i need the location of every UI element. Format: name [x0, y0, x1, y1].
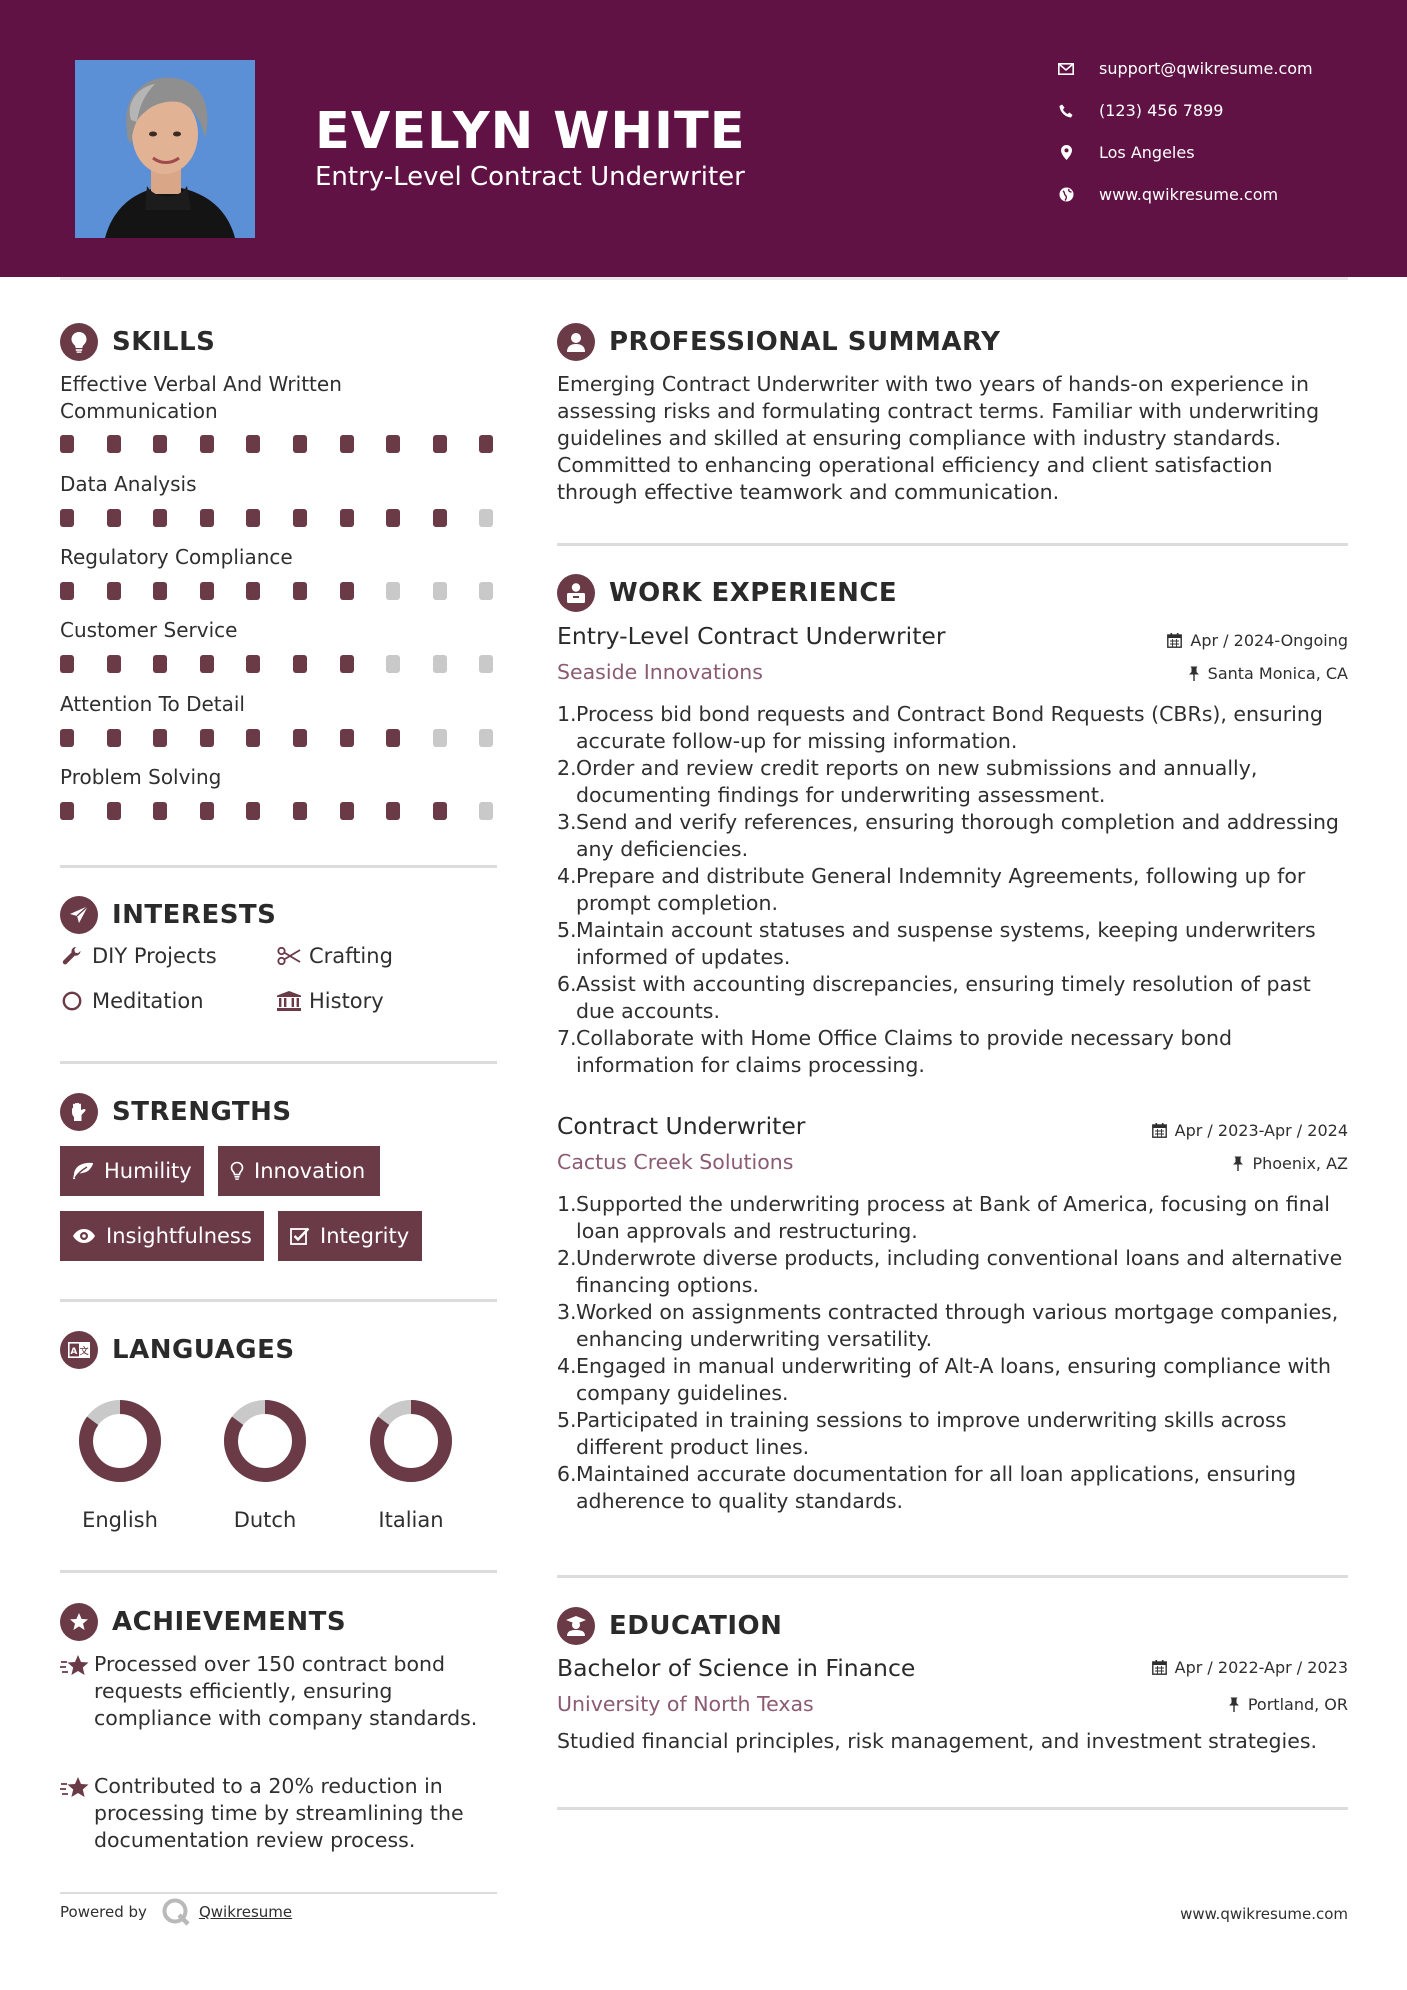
language-proficiency-ring [366, 1396, 456, 1486]
scissors-icon [277, 947, 301, 965]
user-icon [557, 323, 595, 361]
rating-dot-filled [200, 582, 214, 600]
skill-rating [60, 802, 526, 820]
job-bullets [557, 701, 1347, 1079]
qwikresume-logo-icon [161, 1897, 191, 1927]
section-divider [557, 1575, 1348, 1578]
star-icon [60, 1773, 94, 1854]
calendar-icon [1152, 1123, 1167, 1138]
rating-dot-filled [433, 435, 447, 453]
strength-label: Integrity [320, 1224, 410, 1248]
bullet-text: Send and verify references, ensuring thorough completion and addressing any deficiencies. [576, 810, 1339, 861]
rating-dot-filled [107, 655, 121, 673]
skill-name: Customer Service [60, 618, 238, 642]
rating-dot-filled [246, 729, 260, 747]
bullet-text: Underwrote diverse products, including conventional loans and alternative financing options. [576, 1246, 1343, 1297]
rating-dot-filled [340, 655, 354, 673]
section-divider [557, 543, 1348, 546]
bullet-number: 4. [557, 1354, 577, 1378]
interest-item [277, 944, 393, 968]
skill-name: Effective Verbal And Written Communication [60, 372, 342, 423]
rating-dot-filled [60, 655, 74, 673]
checkbox-icon [290, 1227, 310, 1245]
rating-dot-filled [60, 802, 74, 820]
bullet-text: Collaborate with Home Office Claims to provide necessary bond information for claims processing. [576, 1026, 1233, 1077]
language-name: Italian [378, 1508, 444, 1532]
candidate-title: Entry-Level Contract Underwriter [315, 162, 745, 192]
rating-dot-empty [386, 655, 400, 673]
rating-dot-filled [200, 509, 214, 527]
skill-name: Problem Solving [60, 765, 222, 789]
achievement-text: Contributed to a 20% reduction in processing time by streamlining the documentation review process. [94, 1774, 464, 1852]
bullet-text: Supported the underwriting process at Bank of America, focusing on final loan approvals and restructuring. [576, 1192, 1330, 1243]
rating-dot-filled [246, 655, 260, 673]
pushpin-icon [1188, 666, 1200, 681]
pushpin-icon [1228, 1697, 1240, 1712]
interest-label: Meditation [92, 989, 204, 1013]
rating-dot-filled [246, 509, 260, 527]
job-bullet [557, 971, 1347, 1025]
interest-item [277, 989, 384, 1013]
rating-dot-filled [386, 435, 400, 453]
rating-dot-filled [246, 582, 260, 600]
skill-rating [60, 655, 526, 673]
contact-email[interactable] [1055, 59, 1313, 78]
rating-dot-empty [433, 729, 447, 747]
rating-dot-filled [340, 729, 354, 747]
rating-dot-empty [479, 655, 493, 673]
education-school: University of North Texas [557, 1692, 814, 1716]
job-dates-text: Apr / 2024-Ongoing [1190, 631, 1348, 650]
section-divider [60, 1570, 497, 1573]
language-name: English [82, 1508, 158, 1532]
achievements-heading: ACHIEVEMENTS [112, 1607, 347, 1637]
svg-text:A: A [70, 1347, 78, 1357]
languages-heading: LANGUAGES [112, 1335, 295, 1365]
skill-name: Data Analysis [60, 472, 197, 496]
phone-icon [1055, 104, 1077, 118]
rating-dot-empty [433, 655, 447, 673]
location-pin-icon [1055, 145, 1077, 160]
language-item [200, 1396, 330, 1532]
pushpin-icon [1232, 1156, 1244, 1171]
rating-dot-filled [153, 582, 167, 600]
rating-dot-filled [107, 802, 121, 820]
rating-dot-filled [293, 509, 307, 527]
job-location-text: Santa Monica, CA [1207, 664, 1348, 683]
bullet-text: Maintain account statuses and suspense systems, keeping underwriters informed of updates. [576, 918, 1316, 969]
job-company: Cactus Creek Solutions [557, 1150, 794, 1174]
bullet-number: 1. [557, 1192, 577, 1216]
rating-dot-filled [60, 509, 74, 527]
achievements-section-header [60, 1603, 346, 1641]
bullet-number: 7. [557, 1026, 577, 1050]
skill-rating [60, 582, 526, 600]
job-bullet [557, 1299, 1347, 1353]
interests-heading: INTERESTS [112, 900, 277, 930]
experience-heading: WORK EXPERIENCE [609, 578, 898, 608]
museum-icon [277, 991, 301, 1011]
bullet-number: 2. [557, 756, 577, 780]
contact-website-text: www.qwikresume.com [1099, 185, 1279, 204]
job-bullet [557, 1353, 1347, 1407]
rating-dot-filled [340, 509, 354, 527]
job-bullet [557, 1191, 1347, 1245]
rating-dot-filled [340, 435, 354, 453]
job-bullet [557, 755, 1347, 809]
interest-label: Crafting [309, 944, 393, 968]
bullet-text: Order and review credit reports on new submissions and annually, documenting findings for underwriting assessment. [576, 756, 1258, 807]
language-item [55, 1396, 185, 1532]
job-role: Contract Underwriter [557, 1112, 806, 1140]
wrench-icon [60, 946, 84, 966]
job-bullet [557, 1407, 1347, 1461]
job-bullet [557, 1461, 1347, 1515]
rating-dot-filled [200, 802, 214, 820]
rating-dot-filled [386, 729, 400, 747]
skill-rating [60, 435, 526, 453]
rating-dot-filled [340, 582, 354, 600]
leaf-icon [72, 1162, 94, 1180]
lightbulb-icon [230, 1161, 244, 1181]
rating-dot-filled [293, 802, 307, 820]
job-role: Entry-Level Contract Underwriter [557, 622, 946, 650]
achievement-item [60, 1773, 500, 1854]
rating-dot-filled [433, 802, 447, 820]
bullet-number: 2. [557, 1246, 577, 1270]
language-item [346, 1396, 476, 1532]
rating-dot-filled [293, 655, 307, 673]
star-icon [60, 1651, 94, 1732]
rating-dot-filled [200, 435, 214, 453]
rating-dot-empty [479, 729, 493, 747]
rating-dot-filled [107, 729, 121, 747]
strength-badge [60, 1146, 204, 1196]
bullet-text: Participated in training sessions to improve underwriting skills across different product lines. [576, 1408, 1287, 1459]
job-location-text: Phoenix, AZ [1252, 1154, 1348, 1173]
job-location [1232, 1154, 1348, 1173]
contact-email-text: support@qwikresume.com [1099, 59, 1313, 78]
bullet-text: Maintained accurate documentation for all loan applications, ensuring adherence to quality standards. [576, 1462, 1297, 1513]
job-dates [1152, 1121, 1348, 1140]
achievement-text: Processed over 150 contract bond requests efficiently, ensuring compliance with company standards. [94, 1652, 478, 1730]
bullet-text: Worked on assignments contracted through various mortgage companies, enhancing underwriting versatility. [576, 1300, 1339, 1351]
circle-icon [60, 991, 84, 1011]
skill-name: Regulatory Compliance [60, 545, 293, 569]
summary-section-header [557, 323, 1000, 361]
achievement-item [60, 1651, 500, 1732]
language-proficiency-ring [75, 1396, 165, 1486]
briefcase-user-icon [557, 574, 595, 612]
rating-dot-filled [200, 729, 214, 747]
rating-dot-filled [60, 729, 74, 747]
rating-dot-filled [60, 582, 74, 600]
rating-dot-filled [153, 435, 167, 453]
education-location [1228, 1695, 1348, 1714]
job-bullets [557, 1191, 1347, 1515]
education-heading: EDUCATION [609, 1611, 783, 1641]
calendar-icon [1152, 1660, 1167, 1675]
rating-dot-filled [200, 655, 214, 673]
education-description: Studied financial principles, risk management, and investment strategies. [557, 1729, 1318, 1753]
interest-label: DIY Projects [92, 944, 217, 968]
rating-dot-filled [60, 435, 74, 453]
job-bullet [557, 863, 1347, 917]
eye-icon [72, 1228, 96, 1244]
rating-dot-empty [479, 802, 493, 820]
rating-dot-filled [107, 435, 121, 453]
education-dates [1152, 1658, 1348, 1677]
rating-dot-filled [107, 509, 121, 527]
rating-dot-filled [479, 435, 493, 453]
skills-heading: SKILLS [112, 327, 216, 357]
strength-badge [218, 1146, 380, 1196]
experience-section-header [557, 574, 897, 612]
bullet-number: 6. [557, 972, 577, 996]
skill-rating [60, 729, 526, 747]
strength-label: Innovation [254, 1159, 366, 1183]
language-proficiency-ring [220, 1396, 310, 1486]
rating-dot-filled [153, 729, 167, 747]
contact-location [1055, 143, 1195, 162]
qwikresume-link[interactable]: Qwikresume [198, 1903, 293, 1921]
strength-badge [278, 1211, 422, 1261]
contact-phone[interactable] [1055, 101, 1223, 120]
interest-item [60, 989, 204, 1013]
summary-text: Emerging Contract Underwriter with two years of hands-on experience in assessing risks and formulating contract terms. Familiar with underwriting guidelines and skilled at ensuring compliance with industry standards. Committed to enhancing operational efficiency and client satisfaction through effective teamwork and communication. [557, 372, 1320, 504]
skills-section-header [60, 323, 215, 361]
strength-label: Insightfulness [106, 1224, 252, 1248]
job-dates-text: Apr / 2023-Apr / 2024 [1174, 1121, 1348, 1140]
fist-icon [60, 1093, 98, 1131]
language-icon [60, 1331, 98, 1369]
section-divider [60, 1892, 497, 1894]
rating-dot-filled [246, 435, 260, 453]
rating-dot-filled [293, 435, 307, 453]
bullet-number: 6. [557, 1462, 577, 1486]
strength-badge [60, 1211, 264, 1261]
languages-section-header [60, 1331, 295, 1369]
summary-heading: PROFESSIONAL SUMMARY [609, 327, 1001, 357]
job-bullet [557, 809, 1347, 863]
bullet-text: Assist with accounting discrepancies, ensuring timely resolution of past due accounts. [576, 972, 1311, 1023]
section-divider [60, 1061, 497, 1064]
bullet-number: 1. [557, 702, 577, 726]
bullet-number: 4. [557, 864, 577, 888]
bullet-number: 5. [557, 1408, 577, 1432]
section-divider [557, 1807, 1348, 1810]
header-divider [60, 277, 1348, 280]
job-dates [1167, 631, 1348, 650]
education-dates-text: Apr / 2022-Apr / 2023 [1174, 1658, 1348, 1677]
envelope-icon [1055, 63, 1077, 75]
rating-dot-filled [293, 582, 307, 600]
rating-dot-filled [153, 802, 167, 820]
rating-dot-filled [153, 655, 167, 673]
interests-section-header [60, 896, 276, 934]
rating-dot-empty [386, 582, 400, 600]
job-company: Seaside Innovations [557, 660, 763, 684]
job-bullet [557, 1025, 1347, 1079]
rating-dot-filled [293, 729, 307, 747]
job-bullet [557, 1245, 1347, 1299]
rating-dot-empty [479, 509, 493, 527]
candidate-name: EVELYN WHITE [315, 102, 746, 161]
svg-text:文: 文 [79, 1347, 89, 1357]
powered-by-text: Powered by [60, 1903, 147, 1921]
section-divider [60, 1299, 497, 1302]
footer-powered-by [60, 1897, 292, 1927]
rating-dot-filled [153, 509, 167, 527]
rating-dot-filled [107, 582, 121, 600]
bullet-number: 5. [557, 918, 577, 942]
profile-photo [75, 60, 255, 238]
graduate-icon [557, 1607, 595, 1645]
job-location [1188, 664, 1348, 683]
resume-header [0, 0, 1407, 277]
language-name: Dutch [233, 1508, 297, 1532]
star-badge-icon [60, 1603, 98, 1641]
bullet-text: Process bid bond requests and Contract Bond Requests (CBRs), ensuring accurate follow-up for missing information. [576, 702, 1323, 753]
rating-dot-empty [479, 582, 493, 600]
bullet-text: Prepare and distribute General Indemnity Agreements, following up for prompt completion. [576, 864, 1306, 915]
interest-label: History [309, 989, 384, 1013]
paper-plane-icon [60, 896, 98, 934]
rating-dot-filled [433, 509, 447, 527]
bullet-text: Engaged in manual underwriting of Alt-A loans, ensuring compliance with company guidelines. [576, 1354, 1331, 1405]
footer-website[interactable]: www.qwikresume.com [1180, 1905, 1348, 1923]
rating-dot-filled [246, 802, 260, 820]
interest-item [60, 944, 217, 968]
rating-dot-filled [386, 509, 400, 527]
bullet-number: 3. [557, 810, 577, 834]
strengths-heading: STRENGTHS [112, 1097, 292, 1127]
skill-rating [60, 509, 526, 527]
skill-name: Attention To Detail [60, 692, 245, 716]
bullet-number: 3. [557, 1300, 577, 1324]
rating-dot-filled [340, 802, 354, 820]
education-location-text: Portland, OR [1247, 1695, 1348, 1714]
section-divider [60, 865, 497, 868]
contact-phone-text: (123) 456 7899 [1099, 101, 1224, 120]
calendar-icon [1167, 633, 1182, 648]
job-bullet [557, 917, 1347, 971]
job-bullet [557, 701, 1347, 755]
contact-website[interactable] [1055, 185, 1278, 204]
strength-label: Humility [104, 1159, 192, 1183]
education-degree: Bachelor of Science in Finance [557, 1654, 916, 1682]
rating-dot-filled [386, 802, 400, 820]
contact-location-text: Los Angeles [1099, 143, 1195, 162]
lightbulb-icon [60, 323, 98, 361]
globe-icon [1055, 187, 1077, 202]
education-section-header [557, 1607, 782, 1645]
strengths-section-header [60, 1093, 292, 1131]
rating-dot-empty [433, 582, 447, 600]
